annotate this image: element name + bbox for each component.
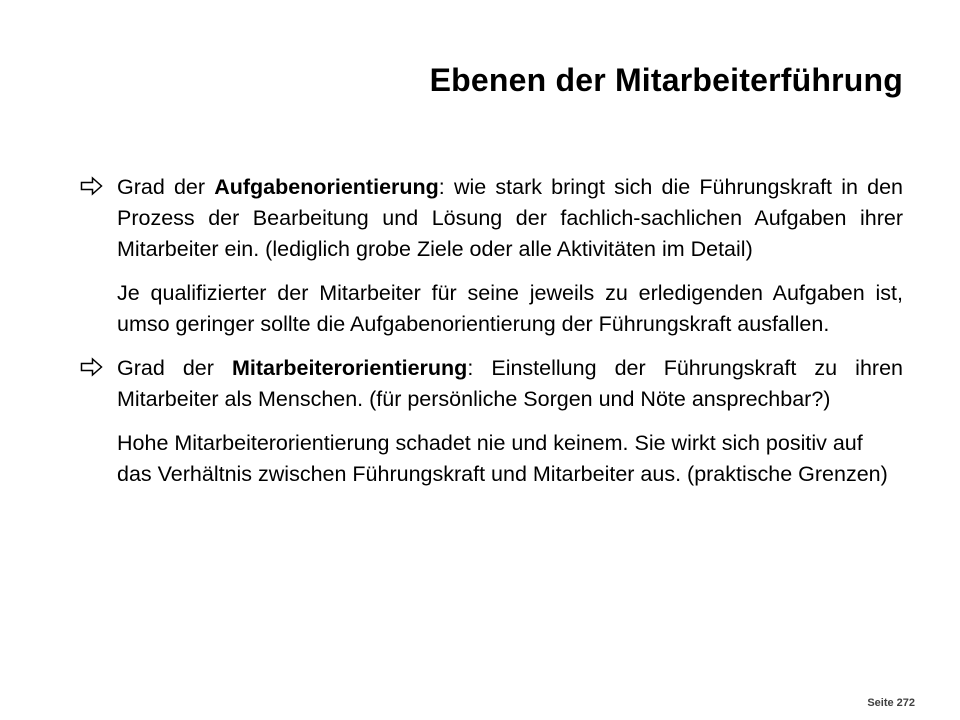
bullet-body: : wie stark bringt sich die Führungskraft in den Prozess der Bearbeitung und Lösung der fachlich-sachlichen Aufgaben ihrer Mitarbeiter ein. (lediglich grobe Ziele oder alle Aktivitäten im Detail)	[117, 175, 903, 261]
bullet-text	[117, 172, 903, 265]
bullet-intro: Grad der	[117, 356, 232, 380]
page-number-value: 272	[896, 697, 915, 709]
bullet-item	[80, 172, 903, 265]
page-label: Seite	[867, 697, 894, 709]
bullet-term: Mitarbeiterorientierung	[231, 356, 468, 380]
bullet-detail: Je qualifizierter der Mitarbeiter für seine jeweils zu erledigenden Aufgaben ist, umso geringer sollte die Aufgabenorientierung der Führungskraft ausfallen.	[117, 281, 903, 336]
bullet-text	[117, 353, 903, 415]
bullet-item	[80, 353, 903, 415]
bullet-detail: Hohe Mitarbeiterorientierung schadet nie und keinem. Sie wirkt sich positiv auf das Verhältnis zwischen Führungskraft und Mitarbeiter aus. (praktische Grenzen)	[117, 431, 888, 486]
bullet-body: : Einstellung der Führungskraft zu ihren Mitarbeiter als Menschen. (für persönliche Sorgen und Nöte ansprechbar?)	[117, 356, 903, 411]
bullet-term: Aufgabenorientierung	[214, 175, 439, 199]
bullet-intro: Grad der	[117, 175, 215, 199]
outline-arrow-right-icon	[80, 175, 104, 197]
page-number	[864, 697, 915, 709]
slide-content	[80, 172, 903, 490]
outline-arrow-right-icon	[80, 356, 104, 378]
slide-title: Ebenen der Mitarbeiterführung	[429, 62, 903, 98]
